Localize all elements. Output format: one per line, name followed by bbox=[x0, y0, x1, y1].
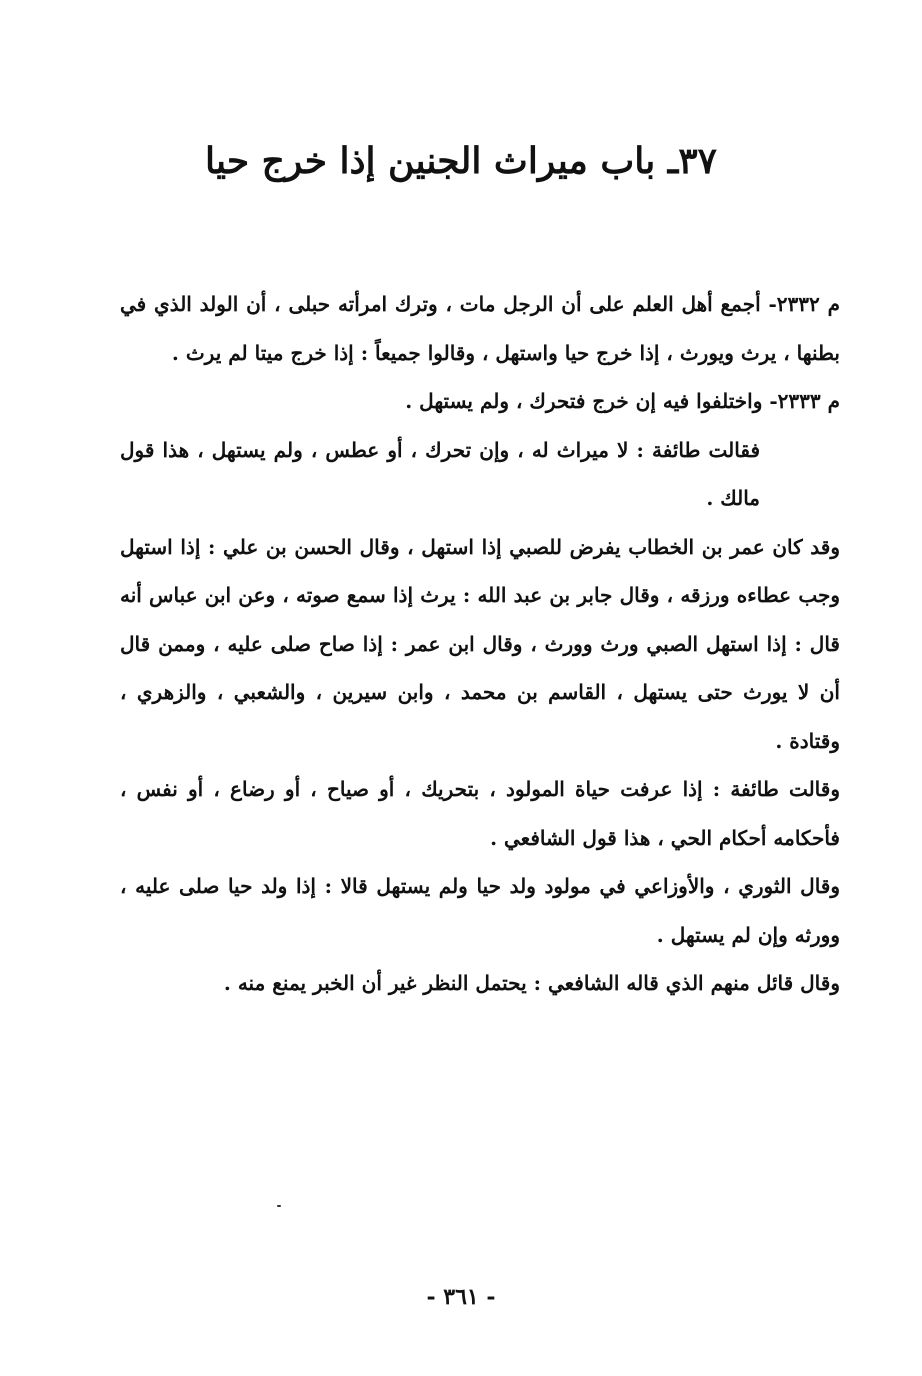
page-number: - ٣٦١ - bbox=[426, 1284, 496, 1310]
page-body bbox=[120, 280, 840, 1008]
item-number-2333: م ٢٣٣٣- bbox=[769, 389, 840, 413]
item-number-2332: م ٢٣٣٢- bbox=[768, 292, 840, 316]
chapter-title: ٣٧ـ باب ميراث الجنين إذا خرج حيا bbox=[204, 140, 717, 182]
item-text-2332: أجمع أهل العلم على أن الرجل مات ، وترك امرأته حبلى ، أن الولد الذي في بطنها ، يرث ويورث ، إذا خرج حيا واستهل ، وقالوا جميعاً : إذا خرج ميتا لم يرث . bbox=[120, 292, 840, 365]
ink-speck bbox=[277, 1205, 281, 1207]
paragraph-reports: وقد كان عمر بن الخطاب يفرض للصبي إذا استهل ، وقال الحسن بن علي : إذا استهل وجب عطاءه ورزقه ، وقال جابر بن عبد الله : يرث إذا سمع صوته ، وعن ابن عباس أنه قال : إذا استهل الصبي ورث وورث ، وقال ابن عمر : إذا صاح صلى عليه ، وممن قال أن لا يورث حتى يستهل ، القاسم بن محمد ، وابن سيرين ، والشعبي ، والزهري ، وقتادة . bbox=[120, 534, 840, 753]
paragraph-2332 bbox=[120, 280, 840, 377]
paragraph-closing: وقال قائل منهم الذي قاله الشافعي : يحتمل النظر غير أن الخبر يمنع منه . bbox=[223, 971, 840, 995]
paragraph-2333 bbox=[120, 377, 840, 426]
item-text-2333: واختلفوا فيه إن خرج فتحرك ، ولم يستهل . bbox=[405, 389, 763, 413]
paragraph-thawri-awzai: وقال الثوري ، والأوزاعي في مولود ولد حيا ولم يستهل قالا : إذا ولد حيا صلى عليه ، وورثه وإن لم يستهل . bbox=[120, 874, 840, 947]
paragraph-second-opinion: وقالت طائفة : إذا عرفت حياة المولود ، بتحريك ، أو صياح ، أو رضاع ، أو نفس ، فأحكامه أحكام الحي ، هذا قول الشافعي . bbox=[120, 777, 840, 850]
paragraph-first-opinion: فقالت طائفة : لا ميراث له ، وإن تحرك ، أو عطس ، ولم يستهل ، هذا قول مالك . bbox=[120, 437, 760, 510]
